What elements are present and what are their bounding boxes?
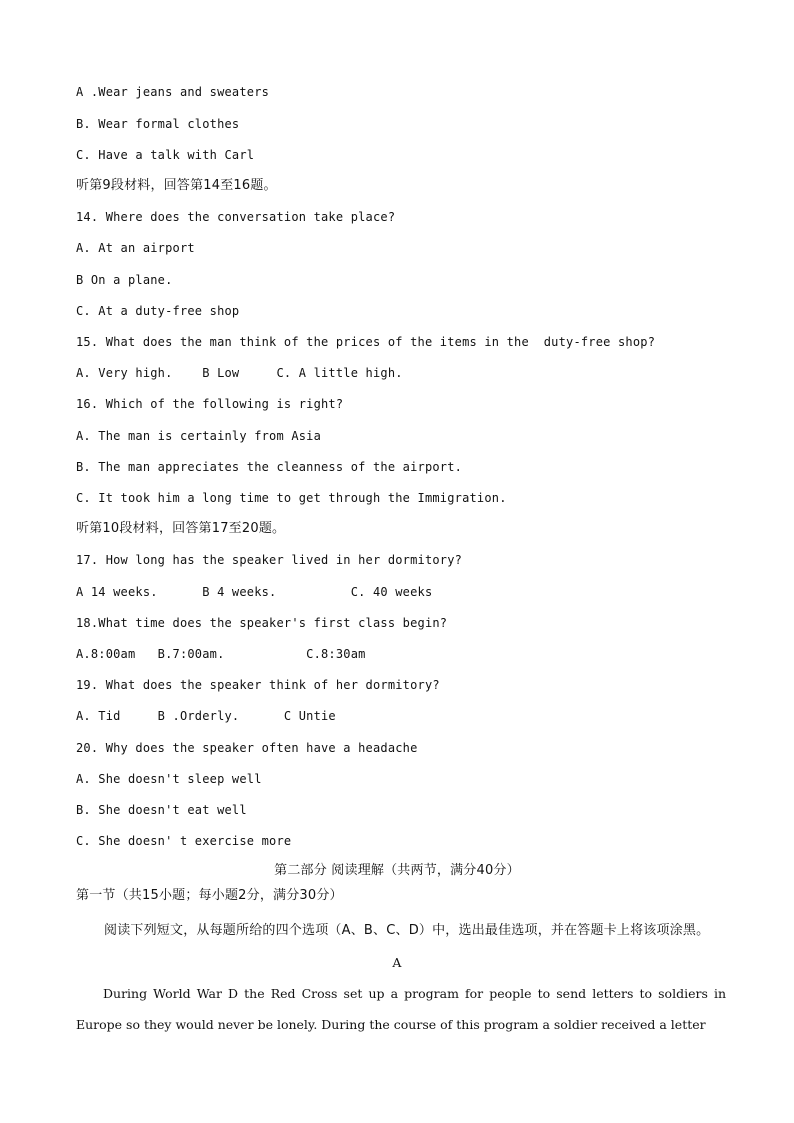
part-title: 第二部分 阅读理解（共两节，满分40分）: [274, 863, 520, 878]
option-line: A. At an airport: [76, 241, 195, 255]
question-line: 15. What does the man think of the prices of the items in the duty-free shop?: [76, 335, 656, 349]
option-line: A.8:00am B.7:00am. C.8:30am: [76, 647, 366, 661]
option-line: C. It took him a long time to get through the Immigration.: [76, 491, 507, 505]
option-line: B. Wear formal clothes: [76, 117, 240, 131]
section-title: 第一节（共15小题；每小题2分，满分30分）: [76, 888, 343, 903]
question-line: 14. Where does the conversation take place?: [76, 210, 396, 224]
option-line: B On a plane.: [76, 273, 173, 287]
question-line: 16. Which of the following is right?: [76, 397, 344, 411]
option-line: A. She doesn't sleep well: [76, 772, 262, 786]
option-line: A. Very high. B Low C. A little high.: [76, 366, 403, 380]
passage-text: During World War D the Red Cross set up a program for people to send letters to soldiers in Europe so they would never be lonely. During the course of this program a soldier received a letter: [76, 986, 726, 1032]
question-line: 18.What time does the speaker's first class begin?: [76, 616, 448, 630]
reading-instruction: 阅读下列短文，从每题所给的四个选项（A、B、C、D）中，选出最佳选项，并在答题卡上将该项涂黑。: [104, 923, 710, 938]
option-line: B. She doesn't eat well: [76, 803, 247, 817]
option-line: C. Have a talk with Carl: [76, 148, 255, 162]
question-line: 17. How long has the speaker lived in her dormitory?: [76, 553, 463, 567]
option-line: A .Wear jeans and sweaters: [76, 85, 270, 99]
option-line: C. She doesn' t exercise more: [76, 834, 292, 848]
option-line: A. Tid B .Orderly. C Untie: [76, 709, 336, 723]
option-line: A 14 weeks. B 4 weeks. C. 40 weeks: [76, 585, 433, 599]
option-line: C. At a duty-free shop: [76, 304, 240, 318]
option-line: B. The man appreciates the cleanness of the airport.: [76, 460, 463, 474]
question-line: 20. Why does the speaker often have a headache: [76, 741, 418, 755]
passage-label: A: [392, 955, 402, 970]
option-line: A. The man is certainly from Asia: [76, 429, 322, 443]
audio-instruction: 听第10段材料，回答第17至20题。: [76, 521, 286, 536]
audio-instruction: 听第9段材料，回答第14至16题。: [76, 178, 277, 193]
question-line: 19. What does the speaker think of her dormitory?: [76, 678, 440, 692]
